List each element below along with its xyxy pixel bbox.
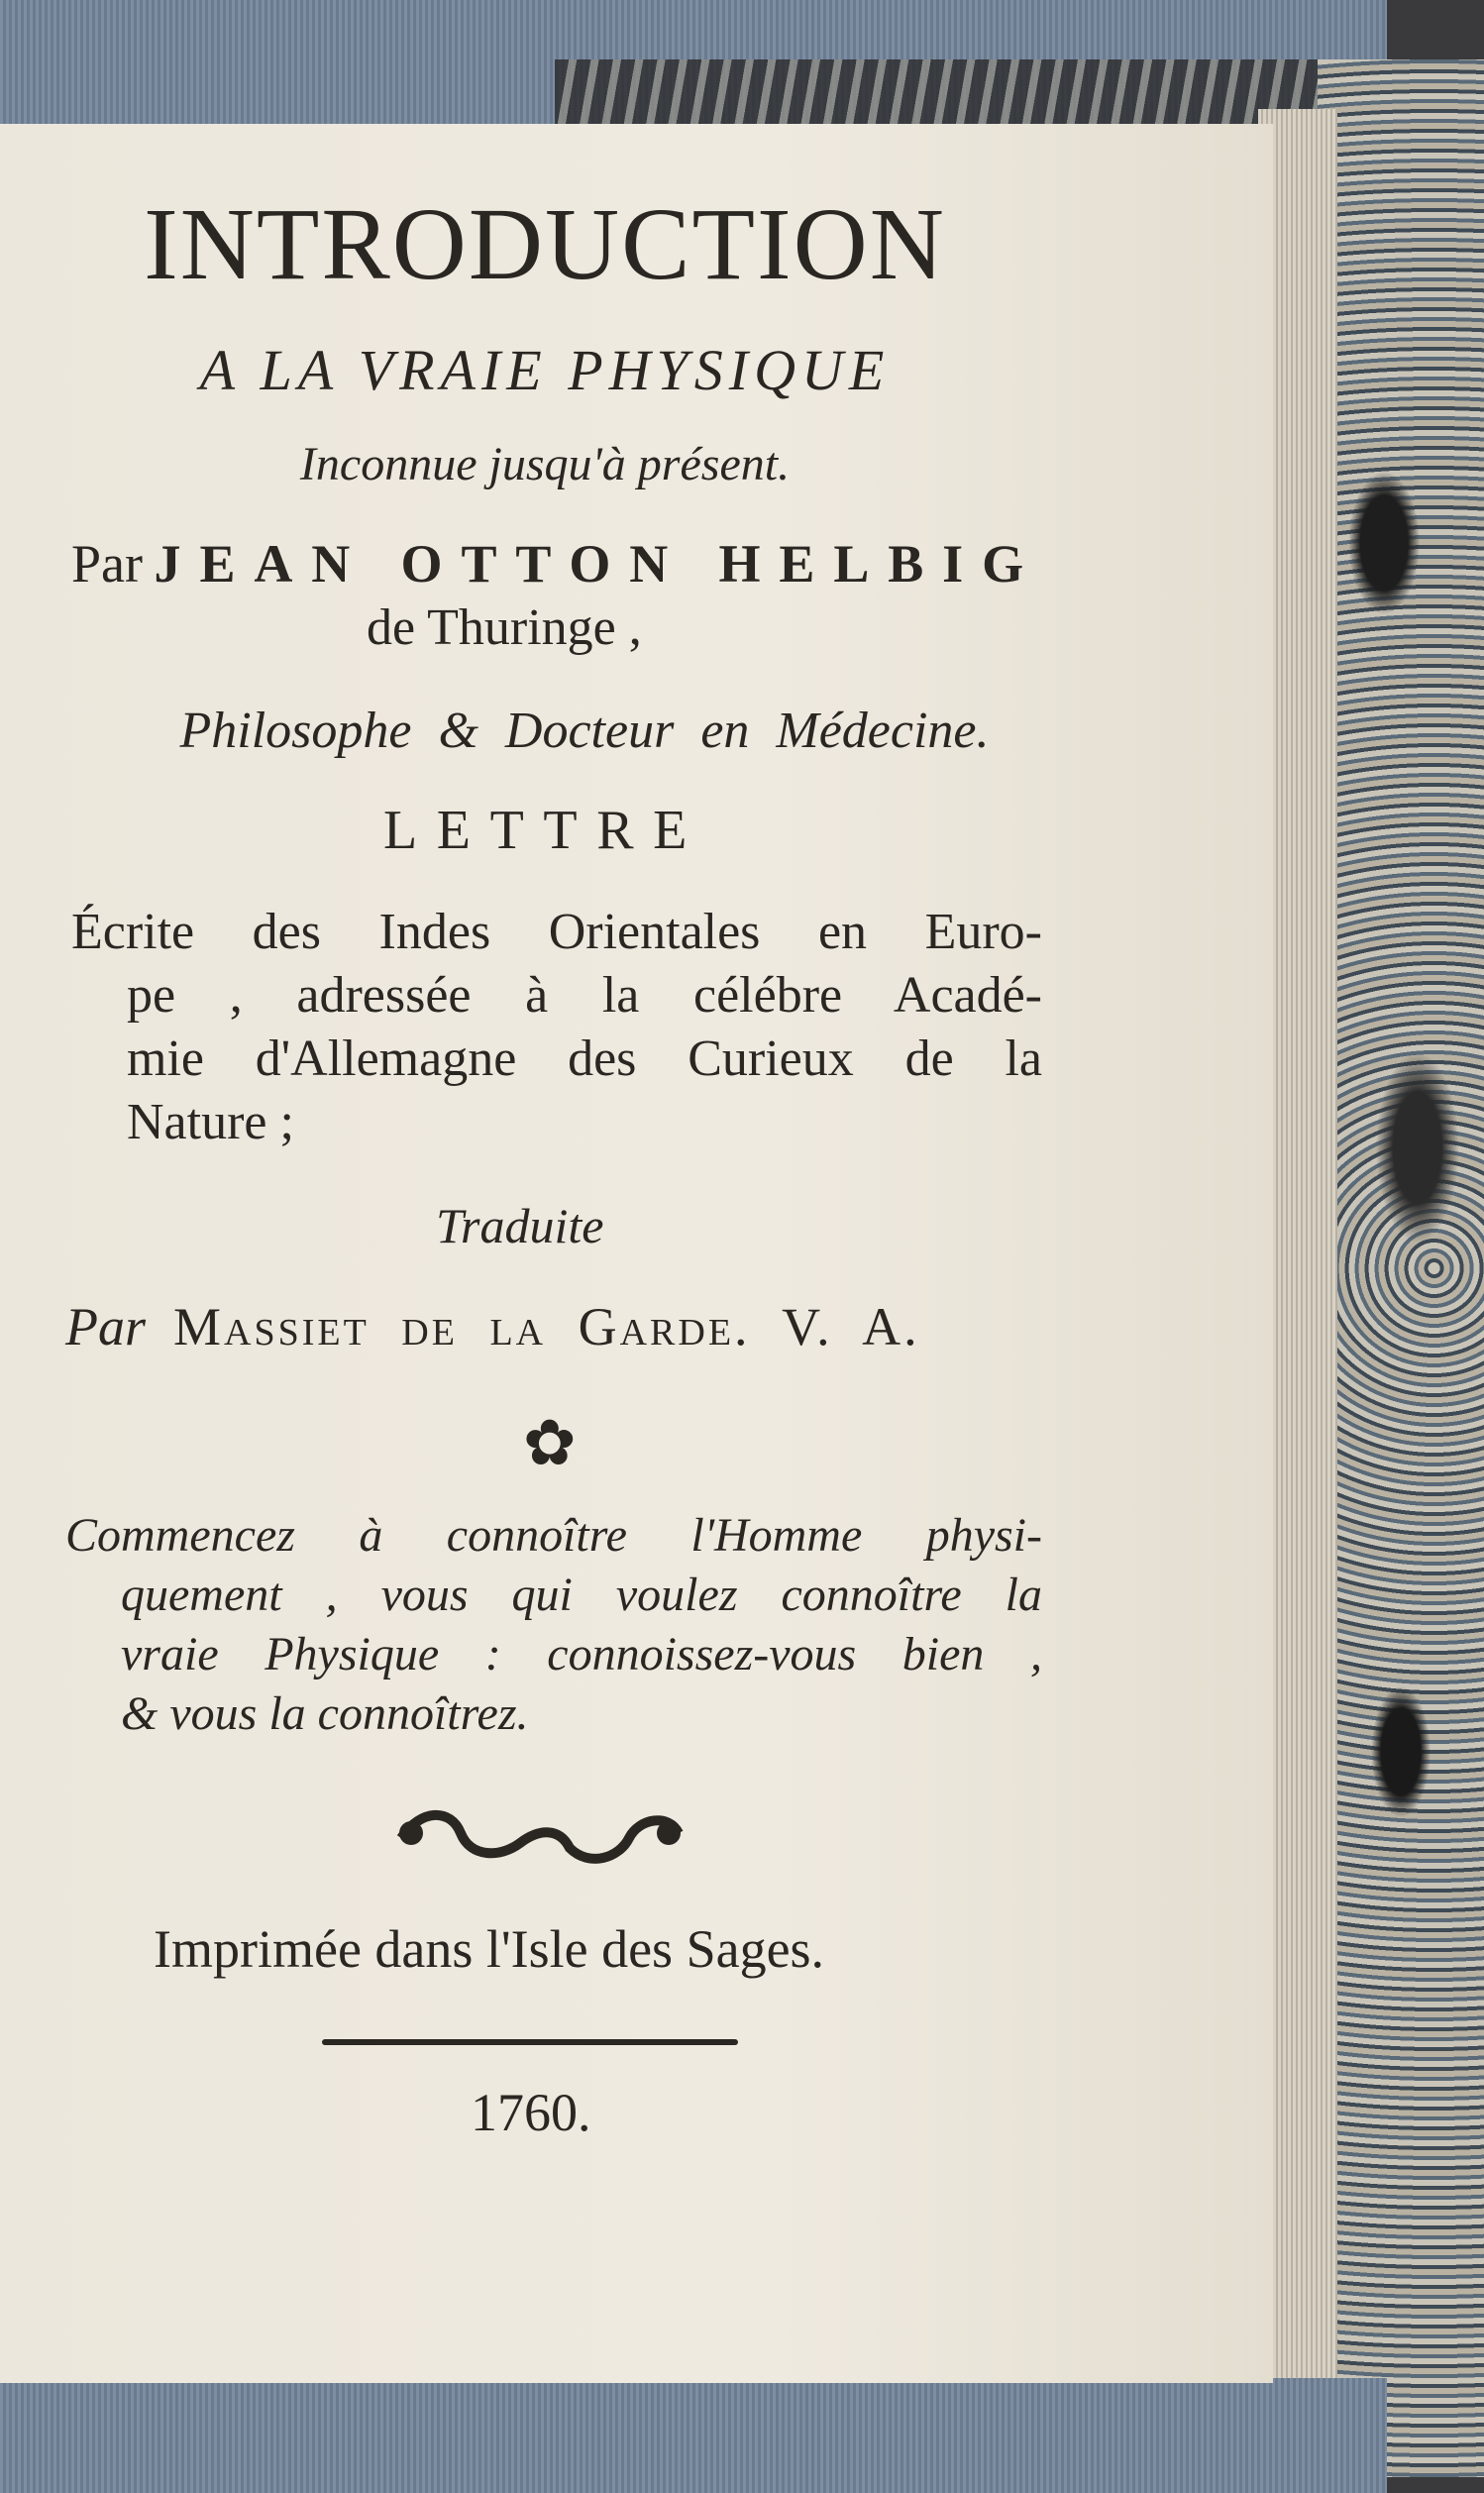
imprint: Imprimée dans l'Isle des Sages. [154, 1919, 825, 1979]
translator-par: Par [65, 1297, 146, 1356]
page-title: INTRODUCTION [144, 187, 946, 301]
description-line-4: Nature ; [127, 1094, 294, 1150]
divider-rule [322, 2039, 738, 2045]
publication-year: 1760. [471, 2083, 591, 2142]
description-line-3: mie d'Allemagne des Curieux de la [127, 1030, 1042, 1087]
author-origin: de Thuringe , [367, 599, 642, 656]
book-cover-bottom [0, 2378, 1387, 2493]
translator-name: Massiet de la Garde. V. A. [173, 1297, 920, 1356]
author-name: JEAN OTTON HELBIG [154, 534, 1042, 594]
book-spine-shadow [555, 59, 1347, 129]
lettre-heading: LETTRE [383, 800, 706, 861]
translator-line [65, 1297, 1046, 1356]
flower-ornament-icon: ✿ [523, 1408, 577, 1478]
author-par: Par [71, 534, 143, 594]
traduite: Traduite [436, 1198, 604, 1253]
motto-line-1: Commencez à connoître l'Homme physi- [65, 1509, 1042, 1562]
subtitle: A LA VRAIE PHYSIQUE [199, 338, 891, 402]
marbled-cover-edge [1318, 59, 1484, 2477]
motto-line-3: vraie Physique : connoissez-vous bien , [121, 1628, 1042, 1680]
subtitle-2: Inconnue jusqu'à présent. [299, 438, 791, 490]
scroll-ornament-icon [391, 1798, 689, 1883]
motto-line-4: & vous la connoîtrez. [121, 1687, 529, 1740]
description-line-1: Écrite des Indes Orientales en Euro- [71, 904, 1042, 960]
author-role: Philosophe & Docteur en Médecine. [179, 703, 990, 759]
description-line-2: pe , adressée à la célébre Acadé- [127, 967, 1042, 1024]
author-line [71, 534, 1042, 594]
motto-line-2: quement , vous qui voulez connoître la [121, 1569, 1042, 1621]
